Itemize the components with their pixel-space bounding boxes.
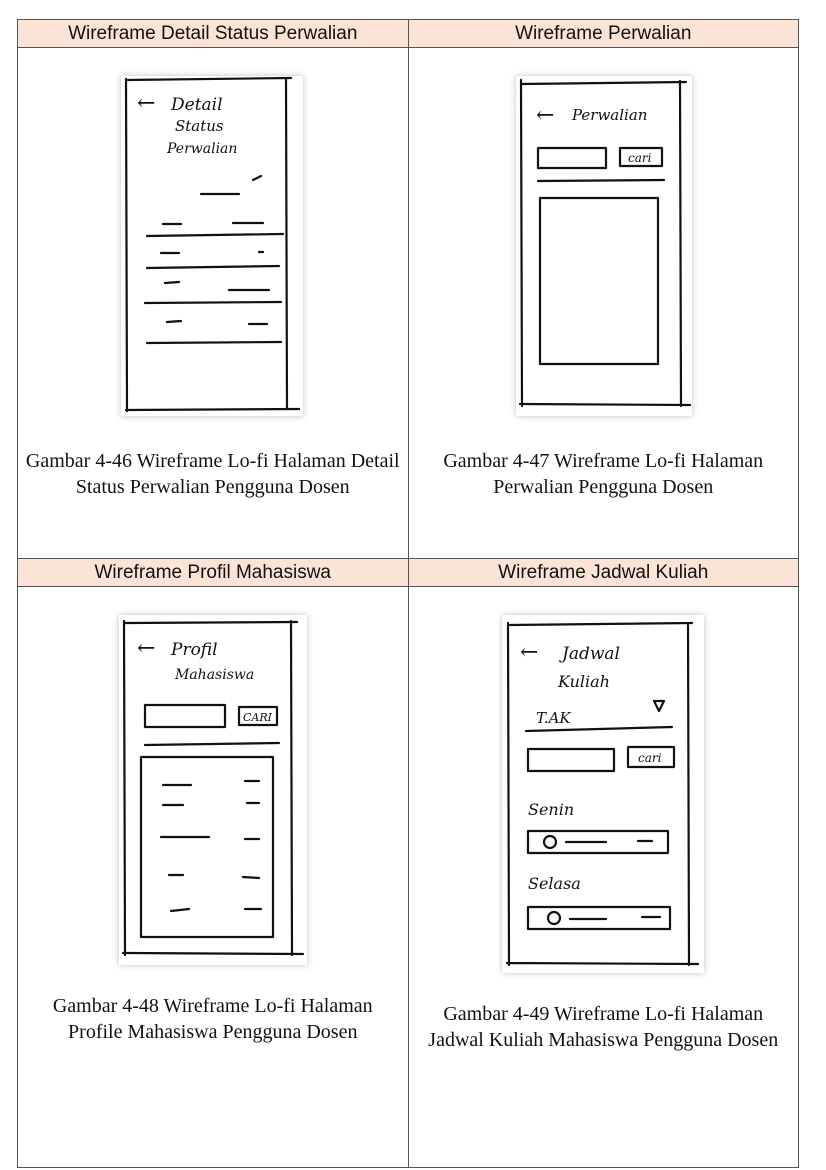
sketch-profil-mahasiswa — [119, 615, 307, 965]
sketch1-title-2: Status — [175, 117, 224, 135]
sketch4-search-button: cari — [637, 751, 661, 765]
sketch3-title-2: Mahasiswa — [175, 667, 255, 683]
sketch4-dropdown: T.AK — [535, 709, 571, 727]
sketch1-title-3: Perwalian — [167, 141, 238, 157]
arrow-icon-4: ← — [519, 640, 538, 665]
arrow-icon-2: ← — [535, 103, 554, 128]
cell-jadwal-kuliah — [408, 587, 799, 1168]
sketch2-search-button: cari — [627, 151, 651, 165]
sketch4-day-2: Selasa — [527, 874, 581, 893]
cell-perwalian — [408, 48, 799, 559]
sketch1-title-1: Detail — [171, 95, 223, 115]
sketch4-title-2: Kuliah — [557, 672, 610, 691]
header-perwalian: Wireframe Perwalian — [408, 20, 799, 48]
dropdown-triangle-icon — [654, 701, 664, 711]
sketch-perwalian — [516, 76, 692, 416]
close-circle-icon-2 — [548, 912, 560, 924]
sketch-jadwal-kuliah — [502, 615, 704, 973]
wireframe-table — [17, 19, 799, 1168]
caption-jadwal-kuliah: Gambar 4-49 Wireframe Lo-fi Halaman Jadwal Kuliah Mahasiswa Pengguna Dosen — [428, 1003, 779, 1051]
sketch4-day-1: Senin — [527, 800, 574, 819]
arrow-icon-3: ← — [137, 636, 156, 661]
header-detail-status: Wireframe Detail Status Perwalian — [18, 20, 409, 48]
cell-profil-mahasiswa — [18, 587, 409, 1168]
header-profil-mahasiswa: Wireframe Profil Mahasiswa — [18, 559, 409, 587]
sketch3-search-button: CARI — [243, 711, 272, 724]
sketch2-title: Perwalian — [571, 106, 647, 124]
header-jadwal-kuliah: Wireframe Jadwal Kuliah — [408, 559, 799, 587]
cell-detail-status — [18, 48, 409, 559]
sketch3-title-1: Profil — [171, 640, 218, 660]
caption-profil-mahasiswa: Gambar 4-48 Wireframe Lo-fi Halaman Profile Mahasiswa Pengguna Dosen — [52, 995, 373, 1043]
close-circle-icon — [544, 836, 556, 848]
caption-detail-status: Gambar 4-46 Wireframe Lo-fi Halaman Detail Status Perwalian Pengguna Dosen — [25, 450, 400, 498]
sketch-detail-status — [121, 76, 303, 416]
arrow-icon: ← — [137, 91, 156, 116]
caption-perwalian: Gambar 4-47 Wireframe Lo-fi Halaman Perwalian Pengguna Dosen — [443, 450, 764, 498]
sketch4-title-1: Jadwal — [561, 644, 620, 664]
